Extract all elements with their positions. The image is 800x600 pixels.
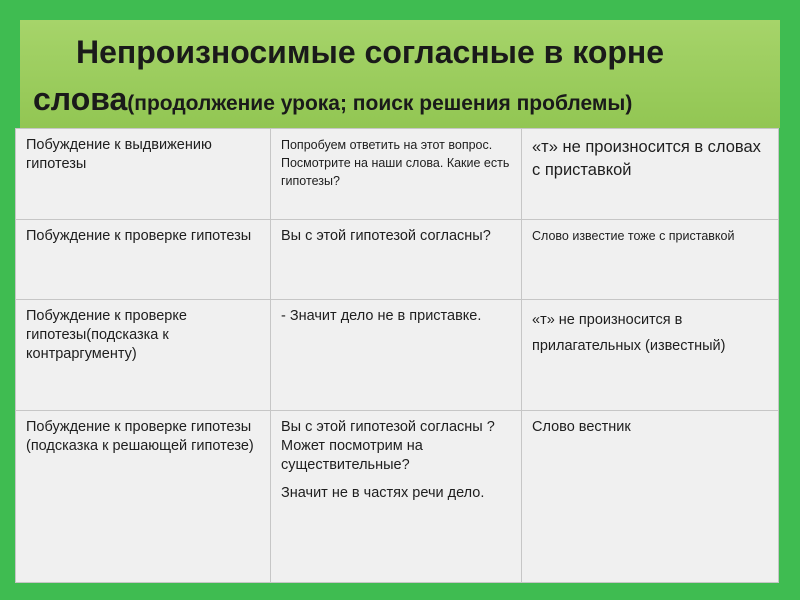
lesson-table [15, 128, 779, 583]
title-banner [20, 20, 780, 128]
subtitle-word: слова [33, 81, 128, 117]
table-cell-student: «т» не произносится в прилагательных (известный) [522, 300, 779, 411]
slide-subtitle [33, 81, 778, 118]
table-cell-teacher [271, 411, 522, 583]
table-cell-teacher: Вы с этой гипотезой согласны? [271, 220, 522, 300]
table-row [16, 129, 779, 220]
subtitle-note: (продолжение урока; поиск решения проблемы) [127, 92, 633, 115]
table-cell-student: Слово известие тоже с приставкой [522, 220, 779, 300]
slide-title: Непроизносимые согласные в корне [76, 34, 665, 70]
table-cell-teacher: Попробуем ответить на этот вопрос. Посмотрите на наши слова. Какие есть гипотезы? [271, 129, 522, 220]
table-cell-step: Побуждение к проверке гипотезы (подсказка к решающей гипотезе) [16, 411, 271, 583]
table-cell-step: Побуждение к проверке гипотезы(подсказка к контраргументу) [16, 300, 271, 411]
table-cell-step: Побуждение к проверке гипотезы [16, 220, 271, 300]
table-cell-student: Слово вестник [522, 411, 779, 583]
lesson-table-container [15, 128, 778, 582]
table-cell-student: «т» не произносится в словах с приставкой [522, 129, 779, 220]
teacher-paragraph: Вы с этой гипотезой согласны ? Может посмотрим на существительные? [281, 419, 495, 473]
table-cell-teacher: - Значит дело не в приставке. [271, 300, 522, 411]
table-cell-step: Побуждение к выдвижению гипотезы [16, 129, 271, 220]
table-row [16, 300, 779, 411]
teacher-paragraph: Значит не в частях речи дело. [281, 485, 485, 501]
table-row [16, 411, 779, 583]
table-row [16, 220, 779, 300]
